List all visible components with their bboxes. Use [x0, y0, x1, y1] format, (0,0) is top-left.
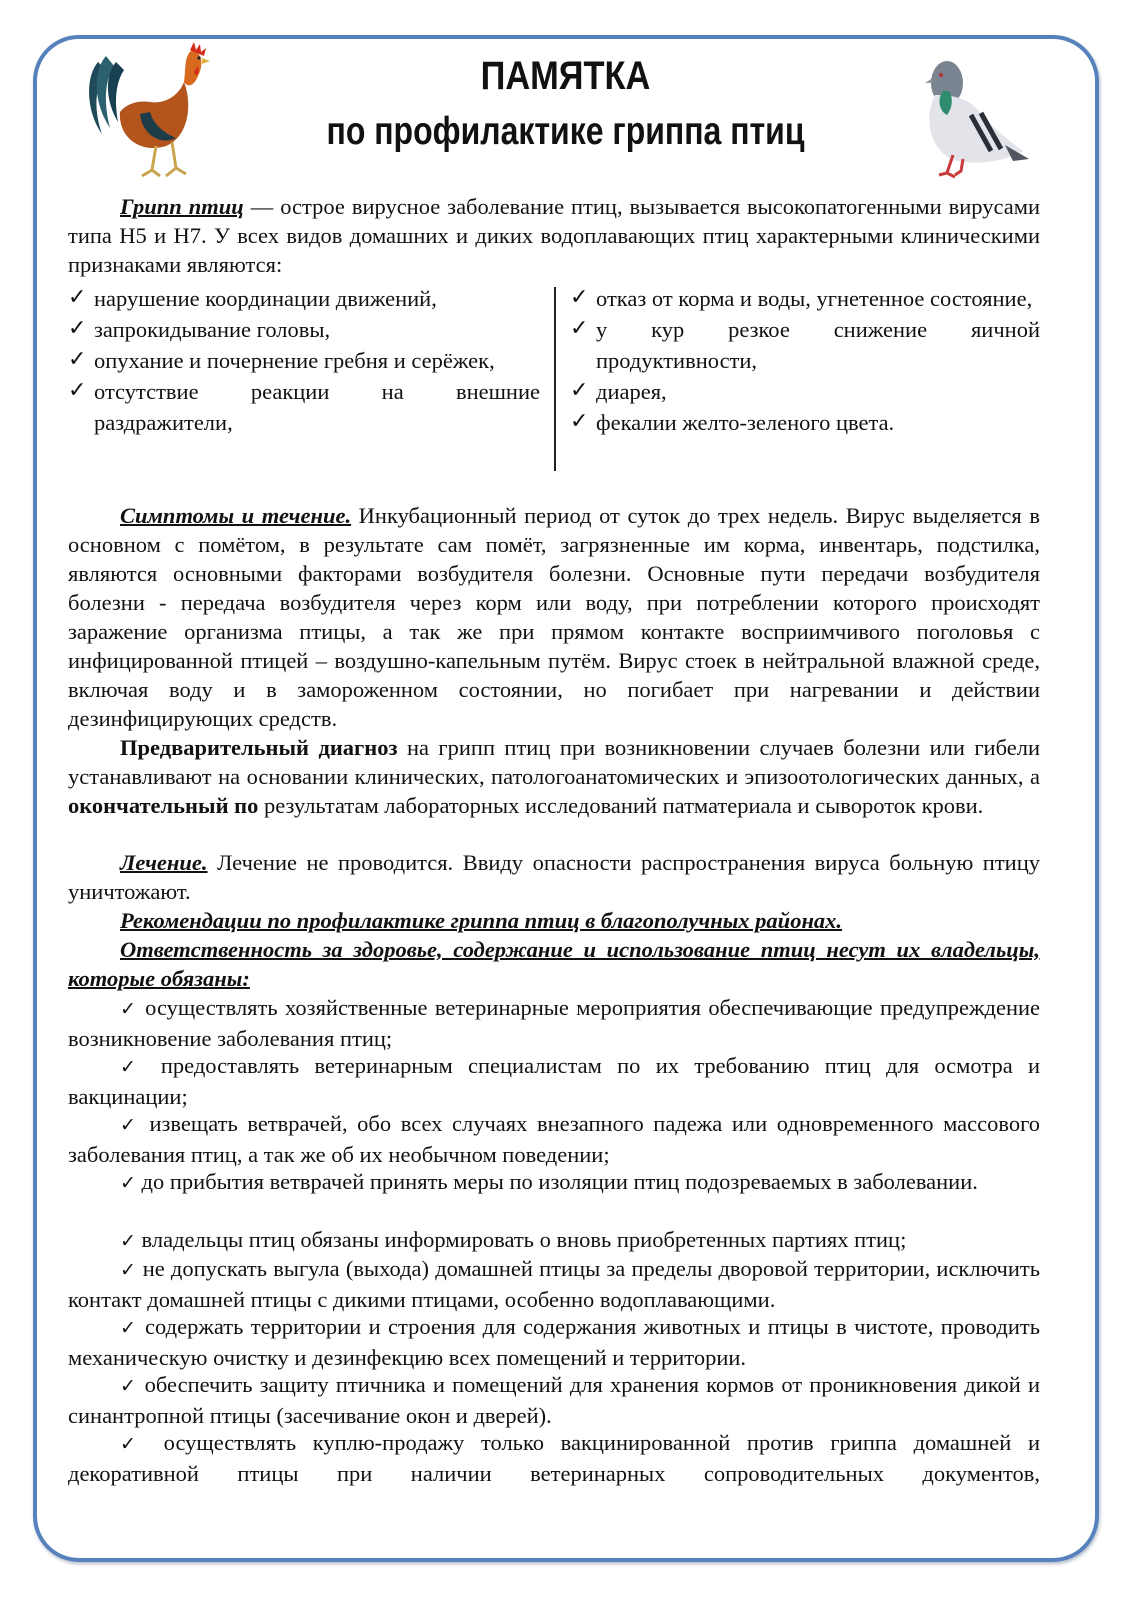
list-item: ✓ до прибытия ветврачей принять меры по изоляции птиц подозреваемых в заболевании. — [120, 1169, 978, 1194]
checkmark-icon: ✓ — [120, 1115, 140, 1136]
checkmark-icon: ✓ — [120, 999, 138, 1020]
checkmark-icon: ✓ — [120, 1173, 136, 1194]
intro-paragraph — [68, 192, 1040, 279]
list-item: ✓ осуществлять хозяйственные ветеринарные мероприятия обеспечивающие предупреждение возникновение заболевания птиц; — [68, 995, 1041, 1051]
list-item: ✓ у кур резкое снижение яичной продуктивности, — [570, 314, 1040, 376]
diagnosis-paragraph: Предварительный диагноз на грипп птиц при возникновении случаев болезни или гибели устанавливают на основании клинических, патологоанатомических и эпизоотологических данных, а окончательный по результатам лабораторных исследований патматериала и сывороток крови. — [68, 735, 1041, 818]
list-item: ✓ осуществлять куплю-продажу только вакцинированной против гриппа домашней и декоративной птицы при наличии ветеринарных сопроводительных документов, — [68, 1430, 1041, 1486]
checkmark-icon: ✓ — [570, 284, 589, 309]
signs-right-column — [570, 283, 1040, 438]
list-item: ✓ нарушение координации движений, — [68, 283, 540, 314]
intro-text: — острое вирусное заболевание птиц, вызывается высокопатогенными вирусами типа Н5 и Н7. У всех видов домашних и диких водоплавающих птиц характерными клиническими признаками являются: — [68, 194, 1041, 277]
list-item: ✓ отсутствие реакции на внешние раздражители, — [68, 376, 540, 438]
symptoms-text: Инкубационный период от суток до трех недель. Вирус выделяется в основном с помётом, в результате сам помёт, загрязненные им корма, инвентарь, подстилка, являются основными факторами возбудителя болезни. Основные пути передачи возбудителя болезни - передача возбудителя через корм или воду, при потреблении которого происходят заражение организма птицы, а так же при прямом контакте восприимчивого поголовья с инфицированной птицей – воздушно-капельным путём. Вирус стоек в нейтральной влажной среде, включая воду и в замороженном состоянии, но погибает при нагревании и действии дезинфицирующих средств. — [68, 503, 1040, 731]
list-item: ✓ фекалии желто-зеленого цвета. — [570, 407, 1040, 438]
list-item: ✓ предоставлять ветеринарным специалистам по их требованию птиц для осмотра и вакцинации; — [68, 1053, 1040, 1109]
treatment-paragraph: Лечение. Лечение не проводится. Ввиду опасности распространения вируса больную птицу уничтожают. — [68, 850, 1041, 904]
checkmark-icon: ✓ — [120, 1260, 137, 1281]
checkmark-icon: ✓ — [570, 377, 589, 402]
list-item: ✓ диарея, — [570, 376, 1040, 407]
checkmark-icon: ✓ — [120, 1434, 147, 1455]
diagnosis-final-label: окончательный по — [68, 793, 259, 818]
checkmark-icon: ✓ — [68, 346, 87, 371]
list-item: ✓ не допускать выгула (выхода) домашней птицы за пределы дворовой территории, исключить контакт домашней птицы с дикими птицами, особенно водоплавающими. — [68, 1256, 1040, 1312]
symptoms-paragraph — [68, 501, 1040, 733]
clinical-signs-list — [68, 283, 1040, 473]
diagnosis-preliminary-label: Предварительный диагноз — [120, 735, 398, 760]
recommendations-heading: Рекомендации по профилактике гриппа птиц в благополучных районах. — [120, 908, 843, 933]
intro-term: Грипп птиц — [120, 194, 244, 219]
checkmark-icon: ✓ — [68, 315, 87, 340]
treatment-heading: Лечение. — [120, 850, 208, 875]
list-item: ✓ отказ от корма и воды, угнетенное состояние, — [570, 283, 1040, 314]
list-item: ✓ содержать территории и строения для содержания животных и птицы в чистоте, проводить механическую очистку и дезинфекцию всех помещений и территории. — [68, 1314, 1040, 1370]
signs-left-column — [68, 283, 540, 438]
list-item: ✓ обеспечить защиту птичника и помещений для хранения кормов от проникновения дикой и синантропной птицы (засечивание окон и дверей). — [68, 1372, 1041, 1428]
list-item: ✓ извещать ветврачей, обо всех случаях внезапного падежа или одновременного массового заболевания птиц, а так же об их необычном поведении; — [68, 1111, 1041, 1167]
checkmark-icon: ✓ — [120, 1318, 138, 1339]
recommendations-subheading: Ответственность за здоровье, содержание и использование птиц несут их владельцы, которые обязаны: — [68, 937, 1040, 991]
list-item: ✓ опухание и почернение гребня и серёжек, — [68, 345, 540, 376]
list-item: ✓ запрокидывание головы, — [68, 314, 540, 345]
list-item: ✓ владельцы птиц обязаны информировать о вновь приобретенных партиях птиц; — [120, 1227, 907, 1252]
checkmark-icon: ✓ — [570, 315, 589, 340]
checkmark-icon: ✓ — [120, 1231, 136, 1252]
checkmark-icon: ✓ — [570, 408, 589, 433]
checkmark-icon: ✓ — [68, 377, 87, 402]
checkmark-icon: ✓ — [68, 284, 87, 309]
checkmark-icon: ✓ — [120, 1376, 138, 1397]
symptoms-heading: Симптомы и течение. — [120, 503, 352, 528]
page-subtitle: по профилактике гриппа птиц — [326, 110, 805, 153]
column-divider — [554, 287, 556, 471]
checkmark-icon: ✓ — [120, 1057, 146, 1078]
page-title: ПАМЯТКА — [480, 54, 651, 98]
